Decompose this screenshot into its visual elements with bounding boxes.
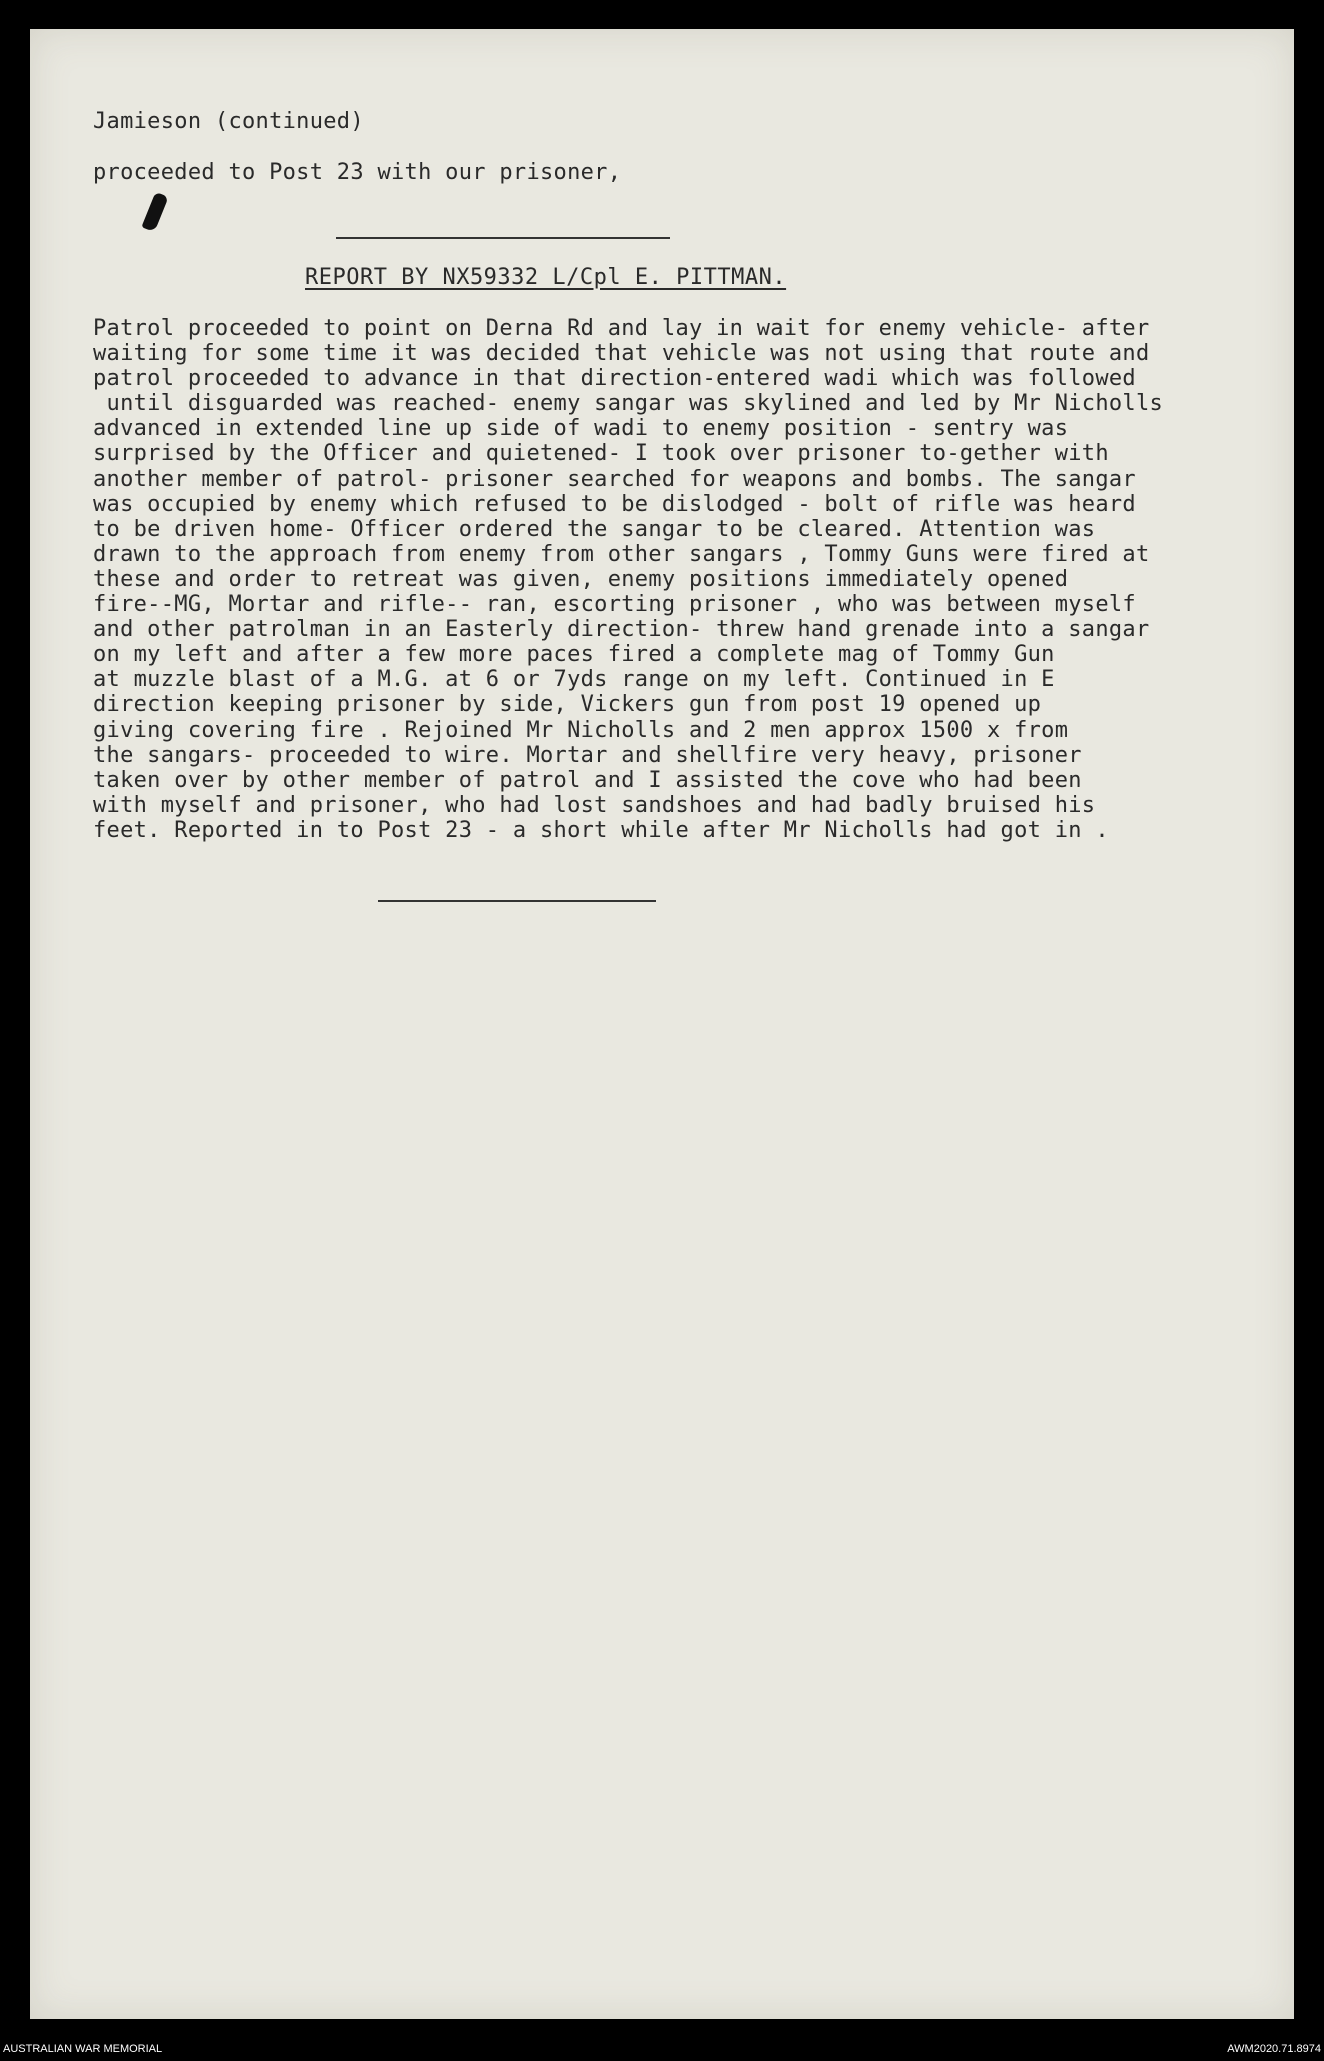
- report-body-line: with myself and prisoner, who had lost sandshoes and had badly bruised his: [93, 792, 1096, 818]
- footer-credit: AUSTRALIAN WAR MEMORIAL: [3, 2043, 163, 2055]
- report-body-line: feet. Reported in to Post 23 - a short while after Mr Nicholls had got in .: [93, 817, 1109, 843]
- report-body-line: these and order to retreat was given, enemy positions immediately opened: [93, 566, 1069, 592]
- divider-bottom: [378, 900, 656, 902]
- report-title: REPORT BY NX59332 L/Cpl E. PITTMAN.: [305, 265, 787, 290]
- report-body-line: waiting for some time it was decided that vehicle was not using that route and: [93, 341, 1150, 367]
- report-body-line: was occupied by enemy which refused to be dislodged - bolt of rifle was heard: [93, 491, 1136, 517]
- report-body-line: fire--MG, Mortar and rifle-- ran, escorting prisoner , who was between myself: [93, 592, 1136, 618]
- report-body-line: drawn to the approach from enemy from other sangars , Tommy Guns were fired at: [93, 541, 1150, 567]
- report-body-line: taken over by other member of patrol and I assisted the cove who had been: [93, 767, 1082, 793]
- report-body: [93, 316, 1293, 843]
- footer-reference: AWM2020.71.8974: [1227, 2043, 1321, 2055]
- report-body-line: surprised by the Officer and quietened- I took over prisoner to-gether with: [93, 441, 1109, 467]
- report-body-line: on my left and after a few more paces fired a complete mag of Tommy Gun: [93, 642, 1055, 668]
- report-body-line: and other patrolman in an Easterly direction- threw hand grenade into a sangar: [93, 617, 1150, 643]
- report-body-line: at muzzle blast of a M.G. at 6 or 7yds range on my left. Continued in E: [93, 667, 1055, 693]
- document-page: [30, 29, 1294, 2019]
- report-body-line: until disguarded was reached- enemy sangar was skylined and led by Mr Nicholls: [93, 391, 1164, 417]
- ink-mark: [141, 192, 168, 232]
- heading-proceeded: proceeded to Post 23 with our prisoner,: [93, 160, 622, 185]
- report-body-line: Patrol proceeded to point on Derna Rd and lay in wait for enemy vehicle- after: [93, 316, 1150, 341]
- report-body-line: another member of patrol- prisoner searched for weapons and bombs. The sangar: [93, 466, 1136, 492]
- report-body-line: to be driven home- Officer ordered the sangar to be cleared. Attention was: [93, 516, 1096, 542]
- report-body-line: direction keeping prisoner by side, Vickers gun from post 19 opened up: [93, 692, 1042, 718]
- report-body-line: patrol proceeded to advance in that direction-entered wadi which was followed: [93, 366, 1136, 392]
- report-body-line: the sangars- proceeded to wire. Mortar and shellfire very heavy, prisoner: [93, 742, 1082, 768]
- footer-bar: [0, 2039, 1324, 2061]
- report-body-line: giving covering fire . Rejoined Mr Nicholls and 2 men approx 1500 x from: [93, 717, 1069, 743]
- heading-continued: Jamieson (continued): [93, 109, 364, 134]
- divider-top: [336, 237, 670, 239]
- report-body-line: advanced in extended line up side of wadi to enemy position - sentry was: [93, 416, 1069, 442]
